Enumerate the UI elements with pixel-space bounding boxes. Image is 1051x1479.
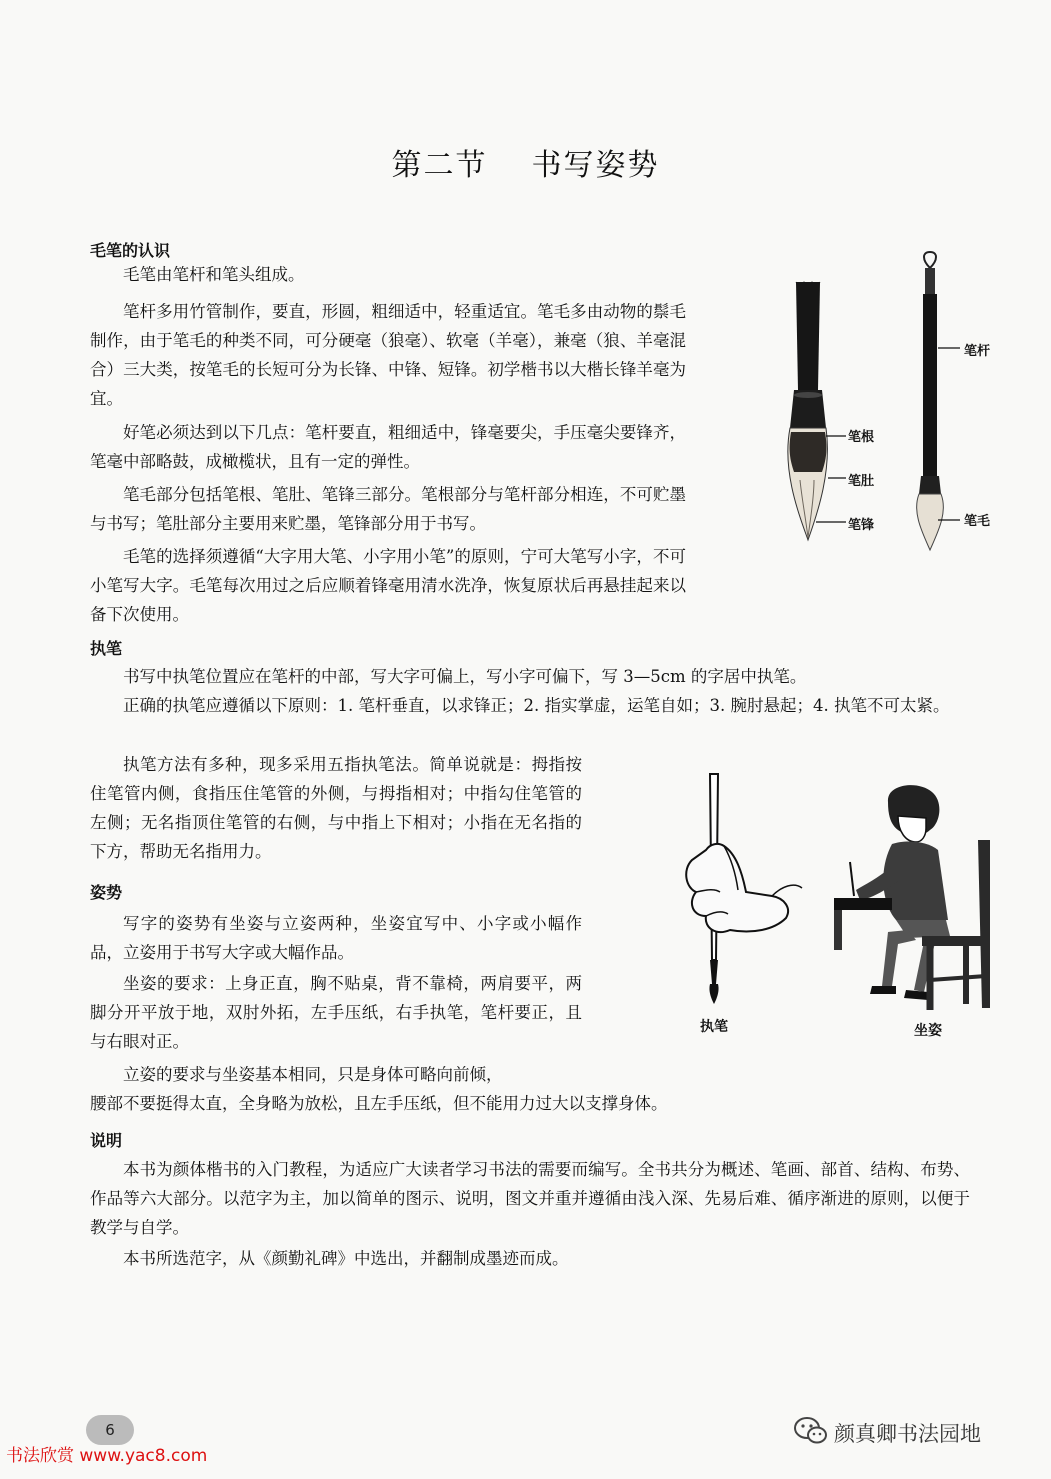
label-brush-shaft: 笔杆 (964, 344, 991, 359)
paragraph: 正确的执笔应遵循以下原则：1. 笔杆垂直，以求锋正；2. 指实掌虚，运笔自如；3. 腕肘悬起；4. 执笔不可太紧。 (123, 696, 950, 715)
large-brush-illustration (788, 282, 828, 540)
section-heading-holding: 执笔 (90, 639, 123, 658)
title-section-number: 第二节 (391, 148, 488, 183)
section-heading-notes: 说明 (90, 1131, 123, 1150)
brush-figure (760, 250, 1040, 560)
wechat-icon (794, 1416, 828, 1446)
caption-sitting: 坐姿 (914, 1023, 942, 1039)
paragraph: 本书所选范字，从《颜勤礼碑》中选出，并翻制成墨迹而成。 (123, 1249, 569, 1268)
section-heading-brush: 毛笔的认识 (90, 241, 171, 260)
paragraph: 坐姿的要求：上身正直，胸不贴桌，背不靠椅，两肩要平，两脚分开平放于地，双肘外拓，左手压纸，右手执笔，笔杆要正，且与右眼对正。 (90, 974, 582, 1051)
title-section-name: 书写姿势 (531, 148, 660, 183)
holding-brush-figure (676, 770, 816, 1010)
label-brush-belly: 笔肚 (848, 474, 875, 489)
label-brush-tip: 笔锋 (848, 518, 875, 533)
paragraph: 执笔方法有多种，现多采用五指执笔法。简单说就是：拇指按住笔管内侧，食指压住笔管的外侧，与拇指相对；中指勾住笔管的左侧；无名指顶住笔管的右侧，与中指上下相对；小指在无名指的下方，帮助无名指用力。 (90, 755, 582, 861)
paragraph: 笔毛部分包括笔根、笔肚、笔锋三部分。笔根部分与笔杆部分相连，不可贮墨与书写；笔肚部分主要用来贮墨，笔锋部分用于书写。 (90, 485, 686, 533)
label-brush-root: 笔根 (848, 430, 875, 445)
section-heading-posture: 姿势 (90, 883, 123, 902)
sitting-posture-figure (826, 780, 1006, 1020)
paragraph: 写字的姿势有坐姿与立姿两种，坐姿宜写中、小字或小幅作品，立姿用于书写大字或大幅作品。 (90, 914, 582, 962)
label-brush-hair: 笔毛 (964, 514, 991, 529)
paragraph: 笔杆多用竹管制作，要直，形圆，粗细适中，轻重适宜。笔毛多由动物的鬃毛制作，由于笔毛的种类不同，可分硬毫（狼毫）、软毫（羊毫），兼毫（狼、羊毫混合）三大类，按笔毛的长短可分为长锋、中锋、短锋。初学楷书以大楷长锋羊毫为宜。 (90, 302, 686, 408)
paragraph: 腰部不要挺得太直，全身略为放松，且左手压纸，但不能用力过大以支撑身体。 (90, 1094, 668, 1113)
page-number: 6 (86, 1415, 134, 1445)
page-title (0, 140, 1051, 184)
paragraph: 立姿的要求与坐姿基本相同，只是身体可略向前倾， (123, 1065, 503, 1084)
paragraph: 书写中执笔位置应在笔杆的中部，写大字可偏上，写小字可偏下，写 3—5cm 的字居中执笔。 (123, 667, 807, 686)
caption-holding: 执笔 (700, 1019, 728, 1035)
watermark-account: 颜真卿书法园地 (834, 1422, 981, 1446)
watermark-site: 书法欣赏 www.yac8.com (6, 1446, 208, 1466)
paragraph: 毛笔由笔杆和笔头组成。 (123, 265, 305, 284)
paragraph: 本书为颜体楷书的入门教程，为适应广大读者学习书法的需要而编写。全书共分为概述、笔画、部首、结构、布势、作品等六大部分。以范字为主，加以简单的图示、说明，图文并重并遵循由浅入深、先易后难、循序渐进的原则，以便于教学与自学。 (90, 1160, 970, 1237)
hanging-brush-illustration (917, 252, 944, 550)
paragraph: 好笔必须达到以下几点：笔杆要直，粗细适中，锋毫要尖，手压毫尖要锋齐，笔毫中部略鼓，成橄榄状，且有一定的弹性。 (90, 423, 686, 471)
paragraph: 毛笔的选择须遵循“大字用大笔、小字用小笔”的原则，宁可大笔写小字，不可小笔写大字。毛笔每次用过之后应顺着锋毫用清水洗净，恢复原状后再悬挂起来以备下次使用。 (90, 547, 686, 624)
